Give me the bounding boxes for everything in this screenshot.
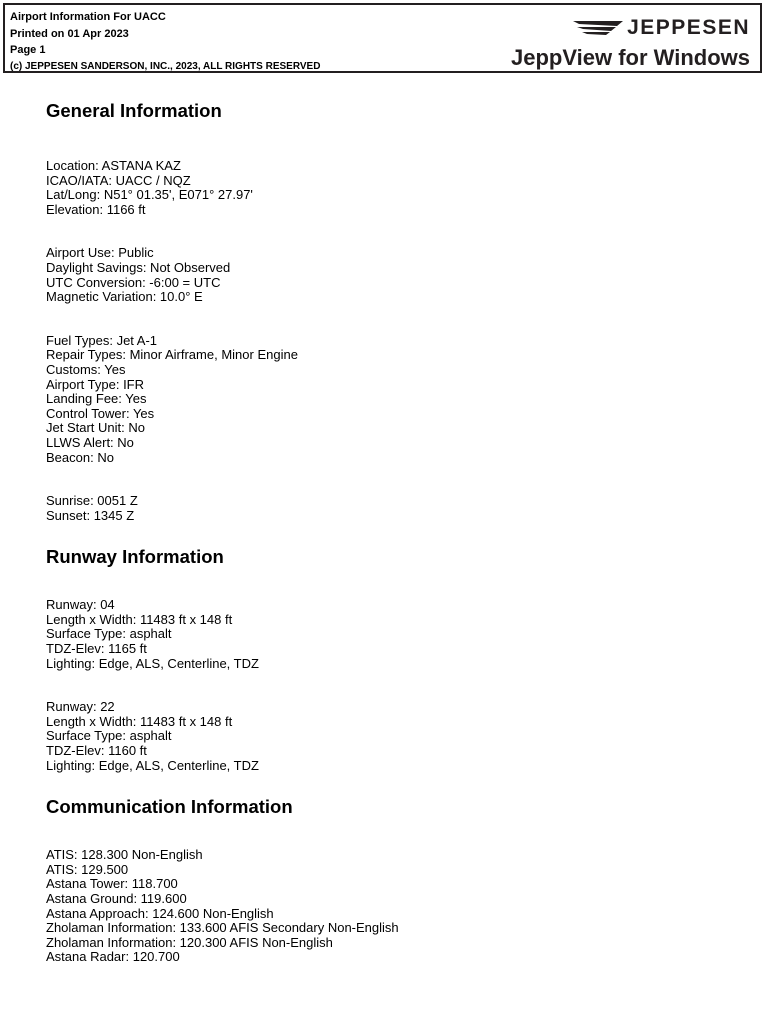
info-line: Zholaman Information: 133.600 AFIS Secondary Non-English: [46, 920, 399, 936]
general-usage-group: [46, 246, 746, 304]
header-title: Airport Information For UACC: [10, 11, 166, 23]
info-line: Control Tower: Yes: [46, 405, 155, 421]
runway-section: [46, 543, 746, 773]
page-header: [3, 3, 762, 73]
info-line: Length x Width: 11483 ft x 148 ft: [46, 713, 233, 729]
info-line: Surface Type: asphalt: [46, 626, 172, 642]
info-line: Lighting: Edge, ALS, Centerline, TDZ: [46, 757, 259, 773]
brand-wordmark: JEPPESEN: [627, 16, 750, 39]
info-line: Astana Tower: 118.700: [46, 876, 178, 892]
info-line: Zholaman Information: 120.300 AFIS Non-English: [46, 934, 333, 950]
runway-22-group: [46, 700, 746, 773]
info-line: Elevation: 1166 ft: [46, 201, 146, 217]
info-line: LLWS Alert: No: [46, 434, 134, 450]
brand-block: [511, 15, 750, 71]
section-title-general: General Information: [46, 100, 222, 121]
info-line: Astana Ground: 119.600: [46, 891, 187, 906]
info-line: Astana Radar: 120.700: [46, 949, 180, 965]
communication-section: [46, 793, 746, 965]
general-services-group: [46, 334, 746, 465]
header-copyright: (c) JEPPESEN SANDERSON, INC., 2023, ALL RIGHTS RESERVED: [10, 60, 321, 72]
general-location-group: [46, 159, 746, 217]
info-line: Runway: 22: [46, 699, 115, 715]
jeppesen-logo: [511, 15, 750, 41]
info-line: Length x Width: 11483 ft x 148 ft: [46, 611, 233, 627]
info-line: Location: ASTANA KAZ: [46, 158, 181, 173]
info-line: TDZ-Elev: 1165 ft: [46, 641, 147, 657]
jeppesen-swoosh-icon: [573, 19, 623, 37]
product-name: JeppView for Windows: [511, 45, 750, 70]
info-line: Astana Approach: 124.600 Non-English: [46, 905, 274, 921]
info-line: Daylight Savings: Not Observed: [46, 259, 231, 275]
info-line: Jet Start Unit: No: [46, 420, 145, 436]
info-line: Sunset: 1345 Z: [46, 507, 135, 523]
info-line: Runway: 04: [46, 597, 115, 613]
header-info: [10, 9, 320, 75]
info-line: UTC Conversion: -6:00 = UTC: [46, 274, 221, 290]
info-line: Airport Use: Public: [46, 245, 154, 261]
info-line: Lighting: Edge, ALS, Centerline, TDZ: [46, 655, 259, 671]
document-body: [46, 97, 746, 965]
info-line: Landing Fee: Yes: [46, 391, 147, 407]
info-line: ATIS: 128.300 Non-English: [46, 847, 203, 863]
runway-04-group: [46, 598, 746, 671]
info-line: ATIS: 129.500: [46, 861, 129, 877]
communication-frequencies-group: [46, 848, 746, 965]
info-line: Repair Types: Minor Airframe, Minor Engine: [46, 347, 298, 363]
info-line: Surface Type: asphalt: [46, 728, 172, 744]
general-section: [46, 97, 746, 523]
info-line: Sunrise: 0051 Z: [46, 493, 138, 509]
info-line: Fuel Types: Jet A-1: [46, 332, 158, 348]
section-title-runway: Runway Information: [46, 546, 224, 568]
info-line: Airport Type: IFR: [46, 376, 145, 392]
section-title-communication: Communication Information: [46, 796, 293, 818]
info-line: ICAO/IATA: UACC / NQZ: [46, 172, 191, 188]
info-line: Lat/Long: N51° 01.35', E071° 27.97': [46, 187, 253, 203]
header-print-date: Printed on 01 Apr 2023: [10, 27, 129, 40]
header-page-number: Page 1: [10, 44, 46, 56]
info-line: TDZ-Elev: 1160 ft: [46, 743, 147, 759]
general-sun-group: [46, 494, 746, 523]
info-line: Beacon: No: [46, 449, 114, 465]
info-line: Magnetic Variation: 10.0° E: [46, 289, 203, 305]
info-line: Customs: Yes: [46, 361, 126, 377]
